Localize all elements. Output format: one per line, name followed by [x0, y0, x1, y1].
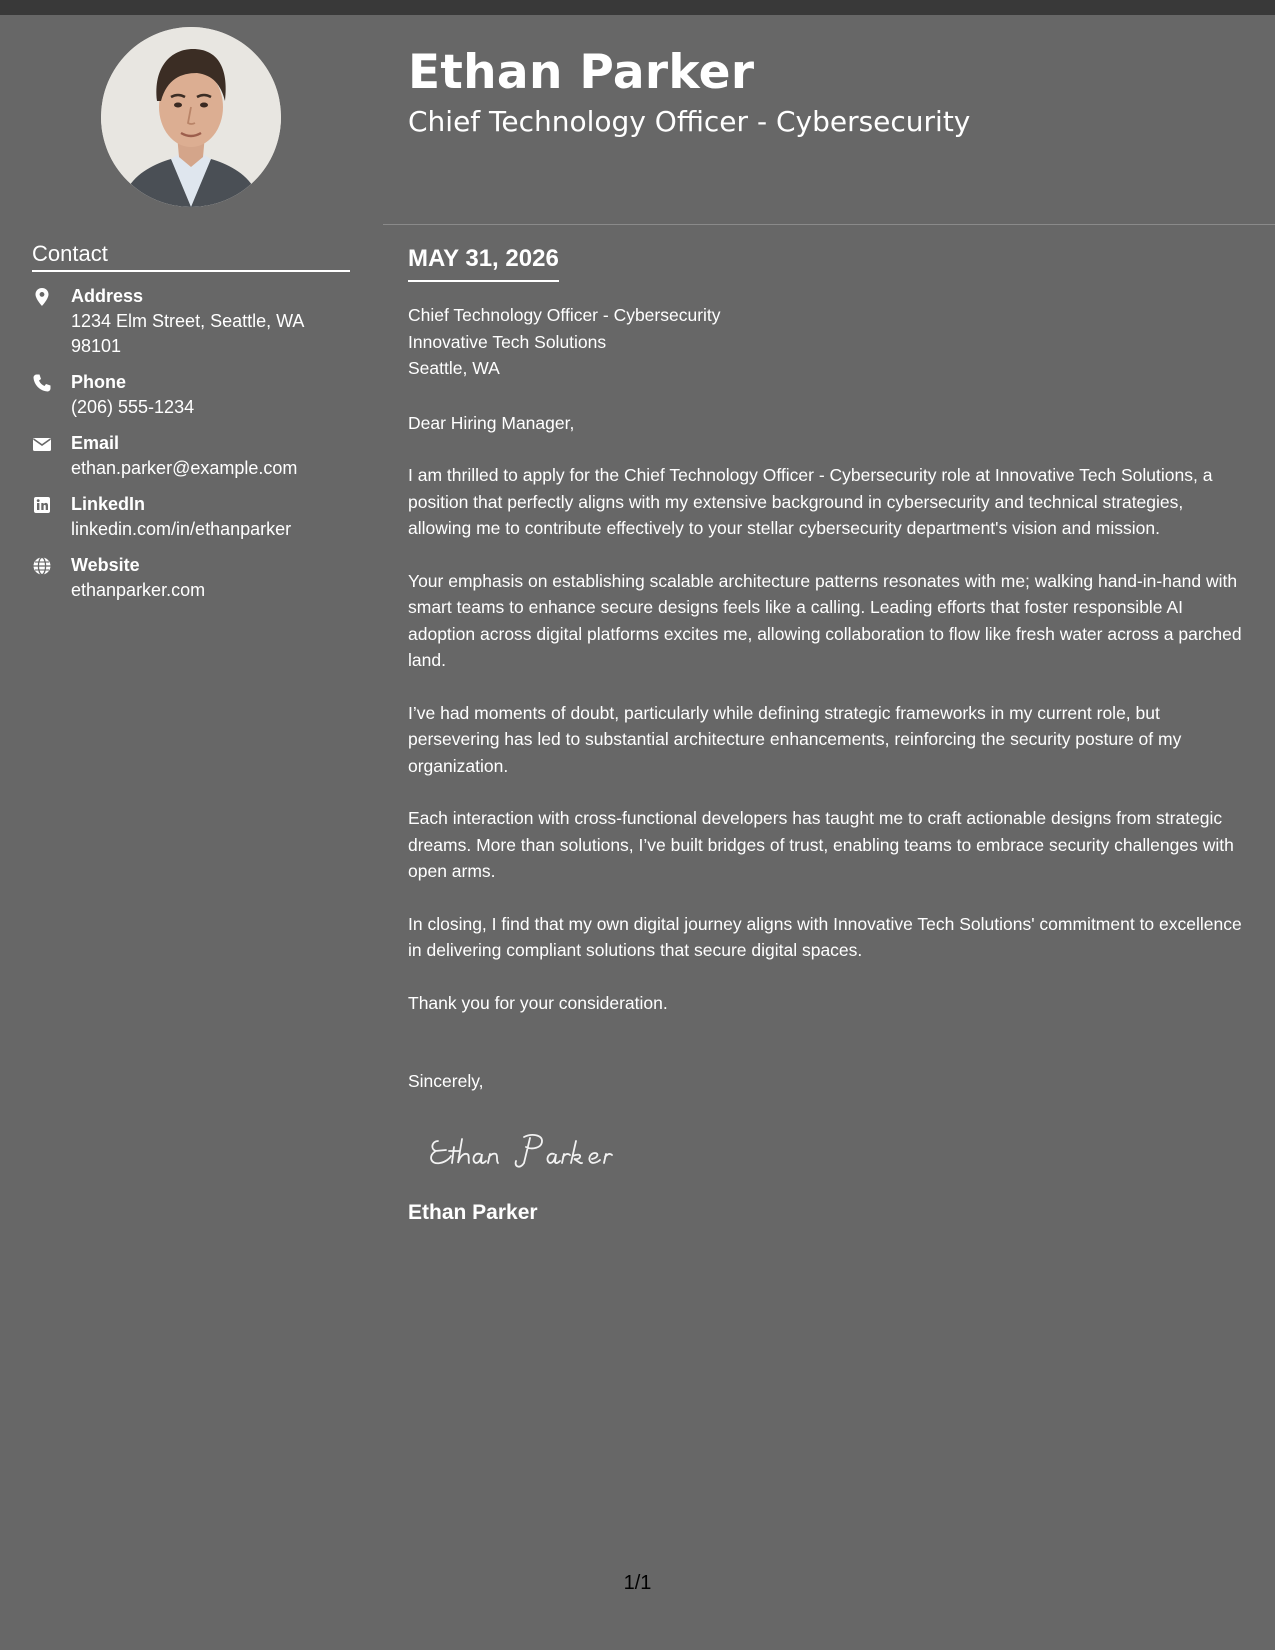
contact-item-linkedin: [32, 492, 352, 542]
handwritten-signature: [424, 1123, 664, 1175]
linkedin-icon: [32, 495, 52, 515]
top-bar: [0, 0, 1275, 15]
letter-body: [408, 302, 1250, 1227]
phone-icon: [32, 373, 52, 393]
letter-date: MAY 31, 2026: [408, 243, 559, 282]
letter-paragraph: I’ve had moments of doubt, particularly while defining strategic frameworks in my current role, but persevering has led to substantial architecture enhancements, reinforcing the security posture of my organization.: [408, 702, 1182, 776]
page-number: 1/1: [623, 1572, 652, 1594]
letter-paragraph: Each interaction with cross-functional developers has taught me to craft actionable designs from strategic dreams. More than solutions, I’ve built bridges of trust, enabling teams to embrace security challenges with open arms.: [408, 808, 1234, 881]
contact-heading: Contact: [32, 239, 350, 272]
sign-off: Sincerely,: [408, 1071, 484, 1091]
job-title: Chief Technology Officer - Cybersecurity: [408, 105, 971, 138]
contact-item-phone: [32, 370, 352, 420]
website-value: ethanparker.com: [71, 580, 206, 600]
linkedin-value: linkedin.com/in/ethanparker: [71, 519, 292, 539]
avatar: [101, 27, 281, 207]
contact-list: [32, 284, 352, 614]
page-title: Ethan Parker: [408, 45, 755, 100]
letter-paragraph: I am thrilled to apply for the Chief Technology Officer - Cybersecurity role at Innovative Tech Solutions, a position that perfectly aligns with my extensive background in cybersecurity and technical strategies, allowing me to contribute effectively to your stellar cybersecurity department's vision and mission.: [408, 465, 1213, 538]
letter-paragraph: In closing, I find that my own digital journey aligns with Innovative Tech Solutions' commitment to excellence in delivering compliant solutions that secure digital spaces.: [408, 913, 1242, 960]
contact-label: Phone: [71, 372, 127, 392]
envelope-icon: [32, 434, 52, 454]
thanks-line: Thank you for your consideration.: [408, 992, 668, 1013]
greeting: Dear Hiring Manager,: [408, 412, 575, 433]
recipient-block: [408, 302, 1250, 382]
recipient-line: Chief Technology Officer - Cybersecurity: [408, 305, 721, 325]
header-divider: [383, 224, 1275, 225]
email-value: ethan.parker@example.com: [71, 458, 298, 478]
phone-value: (206) 555-1234: [71, 397, 195, 417]
avatar-photo-illustration: [101, 27, 281, 207]
letter-paragraph: Your emphasis on establishing scalable architecture patterns resonates with me; walking hand-in-hand with smart teams to enhance secure designs feels like a calling. Leading efforts that foster responsible AI adoption across digital platforms excites me, allowing collaboration to flow like fresh water across a parched land.: [408, 570, 1242, 670]
contact-item-email: [32, 431, 352, 481]
map-pin-icon: [32, 287, 52, 307]
contact-item-website: [32, 553, 352, 603]
contact-label: LinkedIn: [71, 494, 146, 514]
contact-label: Email: [71, 433, 120, 453]
signed-name: Ethan Parker: [408, 1200, 538, 1224]
contact-item-address: [32, 284, 352, 359]
globe-icon: [32, 556, 52, 576]
contact-label: Website: [71, 555, 140, 575]
recipient-line: Seattle, WA: [408, 358, 500, 378]
address-value: 1234 Elm Street, Seattle, WA 98101: [71, 311, 304, 356]
recipient-line: Innovative Tech Solutions: [408, 331, 607, 352]
contact-label: Address: [71, 286, 144, 306]
